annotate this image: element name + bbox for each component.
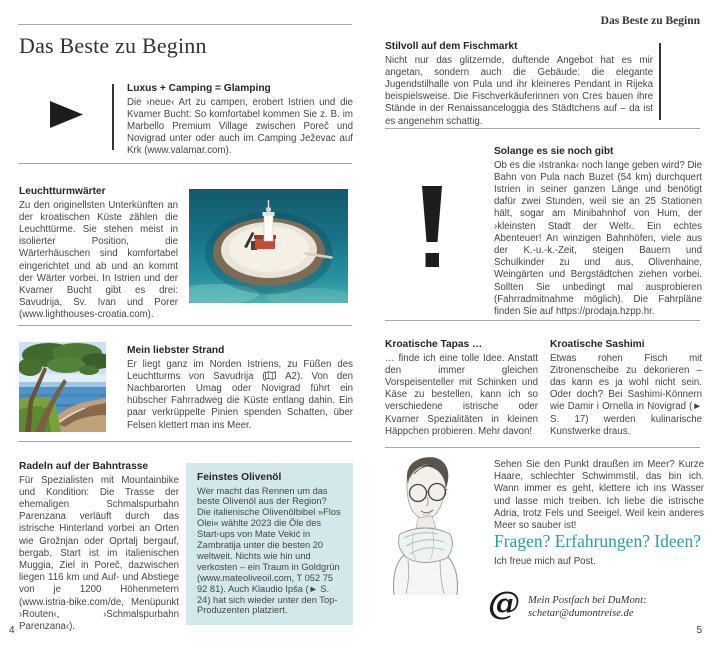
- olive-oil-body: Wer macht das Rennen um das beste Olivenöl aus der Region? Die italienische Olivenölbibel »Flos Olei« wählte 2023 die Öle des Start-ups von Mate Vekić in Zambratija unter die besten 20 weltweit. Nichts wie hin und verkosten – ein Traum in Goldgrün (www.mateoliveoil.com, T 052 75 92 81). Auch Klaudio Ipša (► S. 24) hat sich wieder unter den Top-Produzenten platziert.: [197, 485, 341, 616]
- left-rule-3: [18, 441, 352, 442]
- istranka-train-title: Solange es sie noch gibt: [494, 146, 614, 157]
- sashimi-body: Etwas rohen Fisch mit Zitronenscheibe zu dekorieren – das kann es ja wohl nicht sein. Oder doch? Bei Sashimi-Könnern wie Damir i Ornella in Novigrad (► S. 17) werden kulinarische Kunstwerke draus.: [550, 352, 702, 437]
- sashimi-section: [550, 339, 702, 438]
- exclamation-icon: [420, 186, 444, 270]
- right-rule-2: [385, 320, 700, 321]
- right-rule-3: [385, 447, 700, 448]
- istranka-train-body: Ob es die ›Istranka‹ noch lange geben wird? Die Bahn von Pula nach Buzet (54 km) durchquert Istrien in seiner ganzen Länge und benötigt dafür zwei Stunden, weil sie an 25 Stationen hält, sogar am Minibahnhof von Hum, der ›kleinsten Stadt der Welt‹. Ein echtes Abenteuer! An winzigen Bahnhöfen, viele aus der K.-u.-k.-Zeit, steigen Bauern und Schulkinder zu und aus, Olivenhaine, Weingärten und Bergstädtchen ziehen vorbei. Sollten Sie unbedingt mal ausprobieren (Fahrradmitnahme möglich). Die Fahrpläne finden Sie auf https://prodaja.hzpp.hr.: [494, 159, 702, 317]
- beach-body-end: ). Von den Nachbarorten Umag oder Novigrad führt ein hübscher Fahrradweg die Küste entlang dahin. Ein paar verkrüppelte Pinien spenden Schatten, über Felsen klettert man ins Meer.: [127, 370, 353, 431]
- left-page-top-rule: [18, 24, 352, 25]
- fish-market-title: Stilvoll auf dem Fischmarkt: [385, 41, 518, 52]
- at-icon: @: [488, 584, 520, 622]
- left-rule-2: [18, 325, 352, 326]
- author-note-body: Sehen Sie den Punkt draußen im Meer? Kurze Haare, schlechter Schwimmstil, das bin ich. Wann immer es geht, klettere ich ins Wasser und lasse mich treiben. Ich liebe die istrische Adria, trotz Fels und Seeigel. Weil kein anderes Meer so sauber ist!: [494, 459, 704, 532]
- author-contact-subline: Ich freue mich auf Post.: [494, 556, 596, 567]
- author-portrait-sketch: [380, 452, 470, 595]
- glamping-divider-bar: [112, 84, 114, 150]
- lighthouse-keeper-section: [19, 186, 178, 322]
- coastal-pines-photo: [19, 342, 106, 432]
- tapas-section: [385, 339, 538, 438]
- fish-market-divider-bar: [659, 43, 661, 120]
- author-contact-heading: Fragen? Erfahrungen? Ideen?: [494, 531, 701, 551]
- page-number-right: 5: [696, 625, 702, 636]
- contact-email: schetar@dumontreise.de: [528, 608, 634, 619]
- istranka-train-section: [494, 146, 702, 318]
- tapas-body: … finde ich eine tolle Idee. Anstatt den immer gleichen Vorspeisenteller mit Schinken und Käse zu bestellen, kann ich so verschiedene istrische oder Kvarner Spezialitäten in kleinen Häppchen probieren. Mehr davon!: [385, 352, 538, 437]
- left-rule-1: [18, 163, 352, 164]
- rail-trail-title: Radeln auf der Bahntrasse: [19, 461, 149, 472]
- olive-oil-highlight-box: [186, 463, 353, 625]
- rail-trail-body: Für Spezialisten mit Mountainbike und Kondition: Die Trasse der ehemaligen Schmalspurbahn Parenzana verläuft durch das istrische Hinterland vorbei an Orten wie Grožnjan oder Oprtalj bergauf, bergab. Start ist im italienischen Muggia, Ziel in Poreč, dazwischen liegen 116 km und Auf- und Abstiege von je 1200 Höhenmetern (www.istria-bike.com/de, Menüpunkt ›Routen‹, ›Schmalspurbahn Parenzana‹).: [19, 474, 179, 632]
- map-reference: A2: [285, 370, 297, 382]
- favorite-beach-title: Mein liebster Strand: [127, 345, 225, 356]
- page-title: Das Beste zu Beginn: [19, 33, 207, 58]
- glamping-title: Luxus + Camping = Glamping: [127, 83, 271, 94]
- right-rule-1: [385, 128, 700, 129]
- glamping-section: [127, 83, 353, 158]
- favorite-beach-section: [127, 345, 353, 432]
- fish-market-body: Nicht nur das glitzernde, duftende Angebot hat es mir angetan, sondern auch die Gebäude: die elegante Jugendstilhalle von Pula und ihr kleineres Pendant in Rijeka beispielsweise. Die Fischverkäuferinnen von Cres bauen ihre Stände in der Renaissanceloggia des Städtchens auf – da ist es angenehm schattig.: [385, 54, 653, 127]
- lighthouse-island-photo: [189, 189, 348, 303]
- favorite-beach-body: [127, 359, 353, 432]
- olive-oil-title: Feinstes Olivenöl: [197, 472, 282, 483]
- page-number-left: 4: [9, 625, 15, 636]
- glamping-body: Die ›neue‹ Art zu campen, erobert Istrien und die Kvarner Bucht: So komfortabel kommen Sie z. B. im Marbello Premium Village zwischen Poreč und Novigrad unter oder auch im Camping Ježevac auf Krk (www.valamar.com).: [127, 96, 353, 157]
- lighthouse-keeper-body: Zu den originellsten Unterkünften an der kroatischen Küste zählen die Leuchttürme. Sie stehen meist in isolierter Position, die Wärterhäuschen sind komfortabel eingerichtet und ab und an kommt der Wärter vorbei. In Istrien und der Kvarner Bucht gibt es drei: Savudrija, Sv. Ivan und Porer (www.lighthouses-croatia.com).: [19, 199, 178, 321]
- lighthouse-keeper-title: Leuchtturmwärter: [19, 186, 106, 197]
- fish-market-section: [385, 41, 653, 128]
- play-triangle-icon: [50, 101, 83, 128]
- running-header: Das Beste zu Beginn: [600, 15, 700, 27]
- contact-label: Mein Postfach bei DuMont:: [528, 595, 647, 606]
- rail-trail-section: [19, 461, 179, 633]
- beach-body-start: Er liegt ganz im Norden Istriens, zu Füßen des Leuchtturms von Savudrija (: [127, 358, 353, 382]
- map-icon: [265, 371, 276, 380]
- sashimi-title: Kroatische Sashimi: [550, 339, 645, 350]
- author-note-section: [494, 459, 704, 532]
- tapas-title: Kroatische Tapas …: [385, 339, 483, 350]
- author-contact-caption: [528, 594, 708, 620]
